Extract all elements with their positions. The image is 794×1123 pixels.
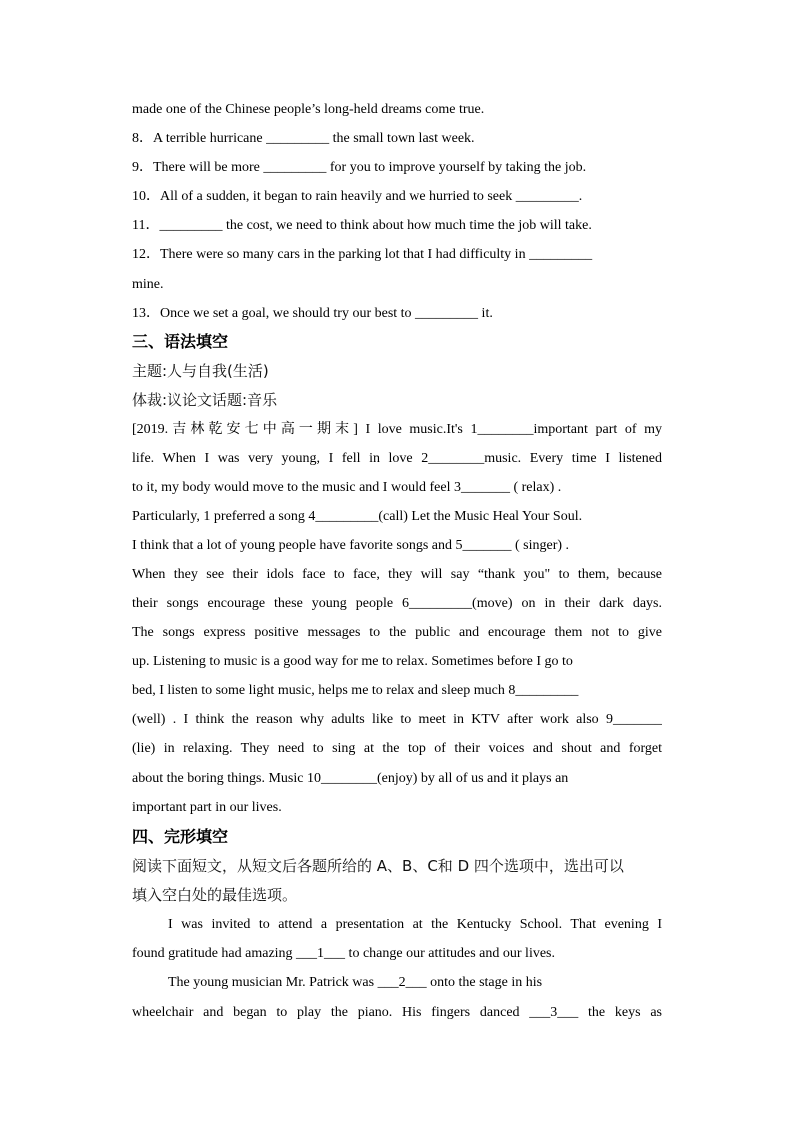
- cloze-line: wheelchair and began to play the piano. His fingers danced ___3___ the keys as: [132, 1005, 662, 1020]
- cloze-instruction: 阅读下面短文，从短文后各题所给的 A、B、C和 D 四个选项中，选出可以: [132, 857, 624, 875]
- passage-line: Particularly, 1 preferred a song 4_________(call) Let the Music Heal Your Soul.: [132, 509, 583, 524]
- section-heading-grammar: 三、语法填空: [132, 332, 229, 351]
- question-8: 8．A terrible hurricane _________ the small town last week.: [132, 131, 475, 146]
- passage-line: bed, I listen to some light music, helps me to relax and sleep much 8_________: [132, 683, 579, 698]
- passage-line: their songs encourage these young people 6_________(move) on in their dark days.: [132, 596, 662, 611]
- question-13: 13．Once we set a goal, we should try our best to _________ it.: [132, 306, 493, 321]
- cloze-instruction: 填入空白处的最佳选项。: [132, 886, 298, 904]
- passage-line: (lie) in relaxing. They need to sing at the top of their voices and shout and forget: [132, 741, 662, 756]
- passage-line: The songs express positive messages to the public and encourage them not to give: [132, 625, 662, 640]
- question-10: 10．All of a sudden, it began to rain heavily and we hurried to seek _________.: [132, 189, 583, 204]
- cloze-line: The young musician Mr. Patrick was ___2___ onto the stage in his: [168, 975, 543, 990]
- question-11: 11．_________ the cost, we need to think about how much time the job will take.: [132, 218, 592, 233]
- passage-line: I think that a lot of young people have favorite songs and 5_______ ( singer) .: [132, 538, 570, 553]
- passage-line: When they see their idols face to face, they will say “thank you" to them, because: [132, 567, 662, 582]
- passage-line: up. Listening to music is a good way for me to relax. Sometimes before I go to: [132, 654, 573, 669]
- genre-label: 体裁:议论文话题:音乐: [132, 391, 278, 409]
- passage-line: [2019.吉林乾安七中高一期末] I love music.It's 1________important part of my: [132, 422, 662, 437]
- cloze-line: I was invited to attend a presentation at the Kentucky School. That evening I: [168, 917, 662, 932]
- passage-line: (well) . I think the reason why adults like to meet in KTV after work also 9_______: [132, 712, 662, 727]
- passage-line: life. When I was very young, I fell in love 2________music. Every time I listened: [132, 451, 662, 466]
- cloze-line: found gratitude had amazing ___1___ to change our attitudes and our lives.: [132, 946, 556, 961]
- passage-line: important part in our lives.: [132, 800, 282, 815]
- question-12: 12．There were so many cars in the parking lot that I had difficulty in _________: [132, 247, 593, 262]
- question-line: made one of the Chinese people’s long-held dreams come true.: [132, 102, 485, 117]
- passage-line: about the boring things. Music 10________(enjoy) by all of us and it plays an: [132, 771, 569, 786]
- section-heading-cloze: 四、完形填空: [132, 827, 229, 846]
- passage-line: to it, my body would move to the music and I would feel 3_______ ( relax) .: [132, 480, 562, 495]
- theme-label: 主题:人与自我(生活): [132, 362, 269, 380]
- question-12-continued: mine.: [132, 277, 164, 292]
- question-9: 9．There will be more _________ for you to improve yourself by taking the job.: [132, 160, 587, 175]
